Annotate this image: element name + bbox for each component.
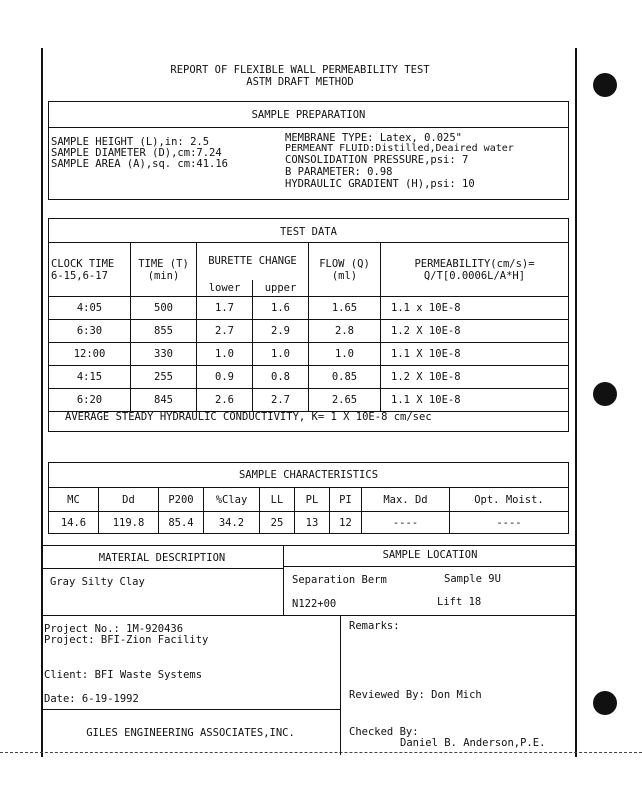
cell-upper: 0.8 <box>253 366 309 389</box>
checked-by-label: Checked By: <box>349 726 419 738</box>
col-time-line1: TIME (T) <box>138 257 189 270</box>
char-header-max-dd: Max. Dd <box>362 488 450 512</box>
char-header-pi: PI <box>330 488 362 512</box>
char-header-mc: MC <box>49 488 99 512</box>
col-permeability-line1: PERMEABILITY(cm/s)= <box>414 257 535 270</box>
project-top-rule <box>41 615 577 616</box>
consolidation-pressure: CONSOLIDATION PRESSURE,psi: 7 <box>285 154 469 166</box>
characteristics-header-row <box>49 488 569 512</box>
report-title: REPORT OF FLEXIBLE WALL PERMEABILITY TEST <box>170 64 430 76</box>
hydraulic-gradient: HYDRAULIC GRADIENT (H),psi: 10 <box>285 178 475 190</box>
cell-upper: 1.6 <box>253 297 309 320</box>
col-clock-time-line2: 6-15,6-17 <box>51 269 108 282</box>
location-sample: Sample 9U <box>444 573 501 585</box>
cell-clock: 4:05 <box>49 297 131 320</box>
col-burette-change: BURETTE CHANGE <box>197 243 309 280</box>
col-flow <box>309 243 381 297</box>
cell-lower: 1.0 <box>197 343 253 366</box>
material-top-rule <box>41 545 577 546</box>
average-hydraulic-conductivity: AVERAGE STEADY HYDRAULIC CONDUCTIVITY, K= 1 X 10E-8 cm/sec <box>65 411 432 423</box>
sample-diameter: SAMPLE DIAMETER (D),cm:7.24 <box>51 147 222 159</box>
sample-preparation-header: SAMPLE PREPARATION <box>251 109 366 121</box>
cell-permeability: 1.1 X 10E-8 <box>381 389 569 412</box>
location-lift: Lift 18 <box>437 596 482 608</box>
location-station: N122+00 <box>292 598 337 610</box>
binder-hole-bottom <box>593 691 617 715</box>
char-value-max-dd: ---- <box>362 512 450 534</box>
test-data-header: TEST DATA <box>280 226 337 238</box>
material-description-header: MATERIAL DESCRIPTION <box>98 552 226 564</box>
table-row <box>49 297 569 320</box>
permeant-fluid: PERMEANT FLUID:Distilled,Deaired water <box>285 143 514 154</box>
cell-permeability: 1.1 X 10E-8 <box>381 343 569 366</box>
char-value-ll: 25 <box>260 512 295 534</box>
char-value-pi: 12 <box>330 512 362 534</box>
char-value-clay: 34.2 <box>204 512 260 534</box>
cell-time: 855 <box>131 320 197 343</box>
cell-time: 330 <box>131 343 197 366</box>
col-time <box>131 243 197 297</box>
reviewed-by: Reviewed By: Don Mich <box>349 689 482 701</box>
cell-permeability: 1.2 X 10E-8 <box>381 366 569 389</box>
cell-permeability: 1.1 x 10E-8 <box>381 297 569 320</box>
material-header-rule <box>41 568 283 569</box>
char-value-opt-moist: ---- <box>450 512 569 534</box>
char-value-mc: 14.6 <box>49 512 99 534</box>
col-permeability-line2: Q/T[0.0006L/A*H] <box>423 269 526 282</box>
col-clock-time-line1: CLOCK TIME <box>51 257 115 270</box>
col-flow-line2: (ml) <box>331 269 358 282</box>
col-clock-time <box>49 243 131 297</box>
binder-hole-top <box>593 73 617 97</box>
col-upper: upper <box>253 280 309 297</box>
table-row <box>49 343 569 366</box>
char-value-pl: 13 <box>295 512 330 534</box>
report-subtitle: ASTM DRAFT METHOD <box>246 76 354 88</box>
cell-flow: 2.8 <box>309 320 381 343</box>
cell-lower: 2.6 <box>197 389 253 412</box>
sample-height: SAMPLE HEIGHT (L),in: 2.5 <box>51 136 210 148</box>
b-parameter: B PARAMETER: 0.98 <box>285 166 393 178</box>
char-header-pl: PL <box>295 488 330 512</box>
page-edge-dashes <box>0 752 642 753</box>
cell-flow: 2.65 <box>309 389 381 412</box>
col-flow-line1: FLOW (Q) <box>319 257 370 270</box>
cell-lower: 2.7 <box>197 320 253 343</box>
sample-characteristics-header: SAMPLE CHARACTERISTICS <box>238 469 379 481</box>
col-permeability <box>381 243 569 297</box>
report-date: Date: 6-19-1992 <box>44 693 139 705</box>
cell-clock: 6:30 <box>49 320 131 343</box>
membrane-type: MEMBRANE TYPE: Latex, 0.025" <box>285 132 463 144</box>
cell-flow: 1.65 <box>309 297 381 320</box>
characteristics-value-row <box>49 512 569 534</box>
remarks-label: Remarks: <box>349 620 400 632</box>
client-name: Client: BFI Waste Systems <box>44 669 203 681</box>
project-name: Project: BFI-Zion Facility <box>44 634 209 646</box>
binder-hole-middle <box>593 382 617 406</box>
char-value-p200: 85.4 <box>159 512 204 534</box>
cell-time: 845 <box>131 389 197 412</box>
project-number: Project No.: 1M-920436 <box>44 623 184 635</box>
cell-clock: 12:00 <box>49 343 131 366</box>
cell-lower: 1.7 <box>197 297 253 320</box>
col-time-line2: (min) <box>147 269 180 282</box>
company-top-rule <box>41 709 340 710</box>
cell-clock: 4:15 <box>49 366 131 389</box>
test-data-header-row <box>49 243 569 280</box>
cell-permeability: 1.2 X 10E-8 <box>381 320 569 343</box>
cell-upper: 2.7 <box>253 389 309 412</box>
char-header-opt-moist: Opt. Moist. <box>450 488 569 512</box>
cell-time: 255 <box>131 366 197 389</box>
test-data-table <box>48 242 569 412</box>
cell-clock: 6:20 <box>49 389 131 412</box>
cell-flow: 1.0 <box>309 343 381 366</box>
table-row <box>49 320 569 343</box>
cell-upper: 1.0 <box>253 343 309 366</box>
cell-flow: 0.85 <box>309 366 381 389</box>
col-lower: lower <box>197 280 253 297</box>
char-header-clay: %Clay <box>204 488 260 512</box>
sample-location-header: SAMPLE LOCATION <box>382 549 478 561</box>
cell-upper: 2.9 <box>253 320 309 343</box>
company-name: GILES ENGINEERING ASSOCIATES,INC. <box>86 727 295 739</box>
checked-by-name: Daniel B. Anderson,P.E. <box>400 737 546 749</box>
table-row <box>49 389 569 412</box>
material-description-value: Gray Silty Clay <box>50 576 145 588</box>
char-value-dd: 119.8 <box>99 512 159 534</box>
char-header-p200: P200 <box>159 488 204 512</box>
location-header-rule <box>283 566 577 567</box>
sample-characteristics-table <box>48 487 569 534</box>
cell-time: 500 <box>131 297 197 320</box>
char-header-dd: Dd <box>99 488 159 512</box>
cell-lower: 0.9 <box>197 366 253 389</box>
location-place: Separation Berm <box>292 574 387 586</box>
sample-area: SAMPLE AREA (A),sq. cm:41.16 <box>51 158 229 170</box>
project-remarks-divider <box>340 615 341 755</box>
table-row <box>49 366 569 389</box>
char-header-ll: LL <box>260 488 295 512</box>
